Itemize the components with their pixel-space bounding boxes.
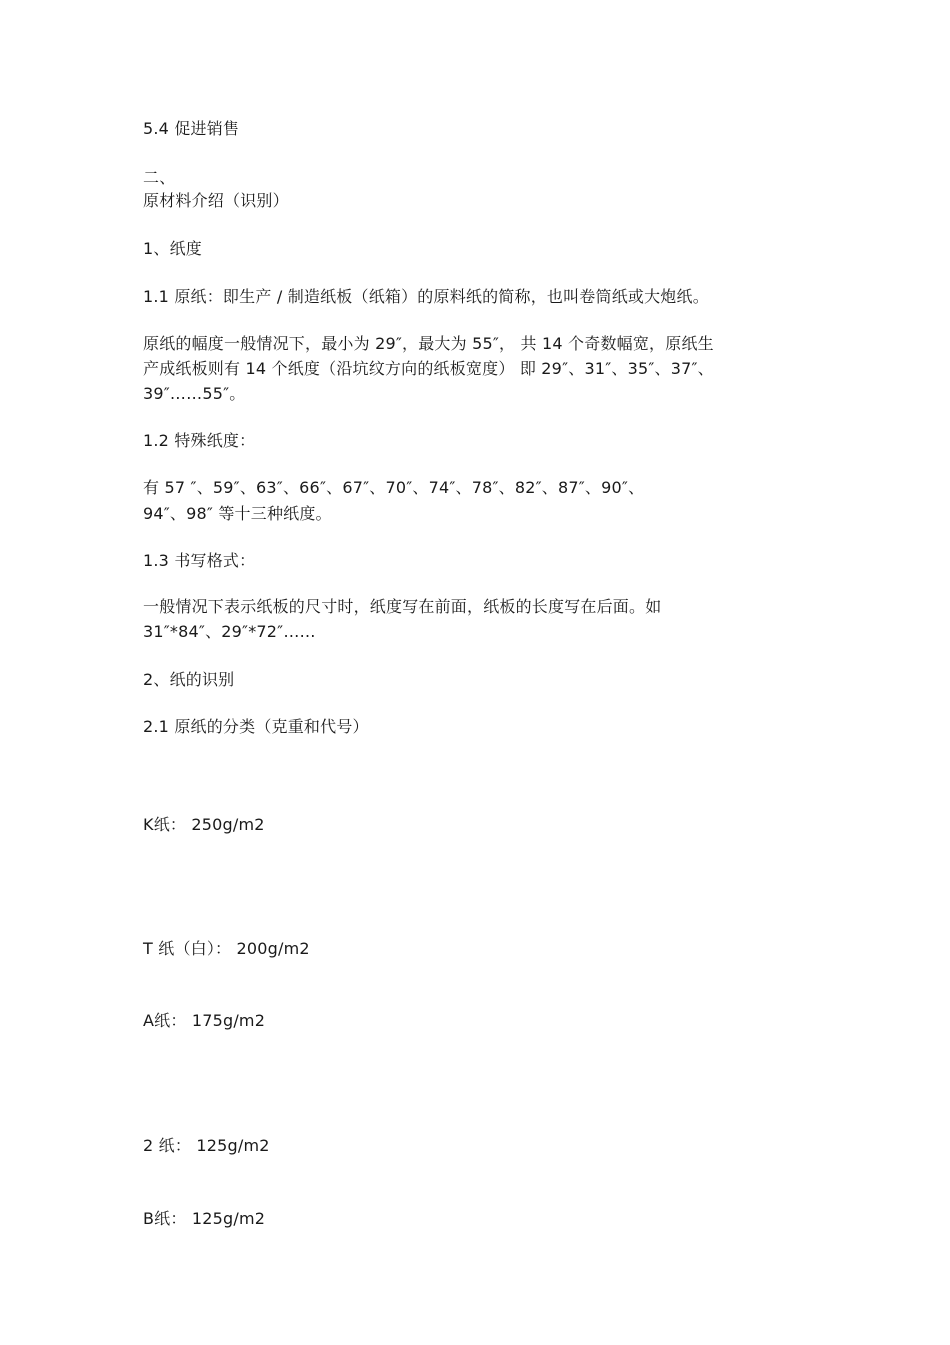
section-heading-5-4: 5.4 促进销售 [143,119,240,138]
paragraph-1-1: 1.1 原纸：即生产 / 制造纸板（纸箱）的原料纸的简称，也叫卷筒纸或大炮纸。 [143,287,709,306]
heading-1-3: 1.3 书写格式： [143,551,256,570]
paragraph-width-line-3: 39″……55″。 [143,384,246,403]
paragraph-width-line-2: 产成纸板则有 14 个纸度（沿坑纹方向的纸板宽度） 即 29″、31″、35″、37″、 [143,359,714,378]
paragraph-width-line-1: 原纸的幅度一般情况下，最小为 29″，最大为 55″， 共 14 个奇数幅宽，原纸生 [143,334,714,353]
paper-type-item: K纸： 250g/m2 [143,815,265,834]
heading-paper-identification: 2、纸的识别 [143,670,235,689]
paper-type-item: A纸： 175g/m2 [143,1011,266,1030]
paper-type-item: T 纸（白）： 200g/m2 [143,939,310,958]
paper-type-item: 2 纸： 125g/m2 [143,1136,270,1155]
heading-paper-width: 1、纸度 [143,239,202,258]
paragraph-format-line-1: 一般情况下表示纸板的尺寸时，纸度写在前面，纸板的长度写在后面。如 [143,597,662,616]
paper-type-item: B纸： 125g/m2 [143,1209,266,1228]
heading-2-1: 2.1 原纸的分类（克重和代号） [143,717,369,736]
part-two-number: 二、 [143,168,176,187]
part-two-title: 原材料介绍（识别） [143,191,289,210]
paragraph-format-line-2: 31″*84″、29″*72″…… [143,622,316,641]
heading-1-2: 1.2 特殊纸度： [143,431,256,450]
paragraph-special-line-2: 94″、98″ 等十三种纸度。 [143,504,332,523]
paragraph-special-line-1: 有 57 ″、59″、63″、66″、67″、70″、74″、78″、82″、87″、90″、 [143,478,645,497]
